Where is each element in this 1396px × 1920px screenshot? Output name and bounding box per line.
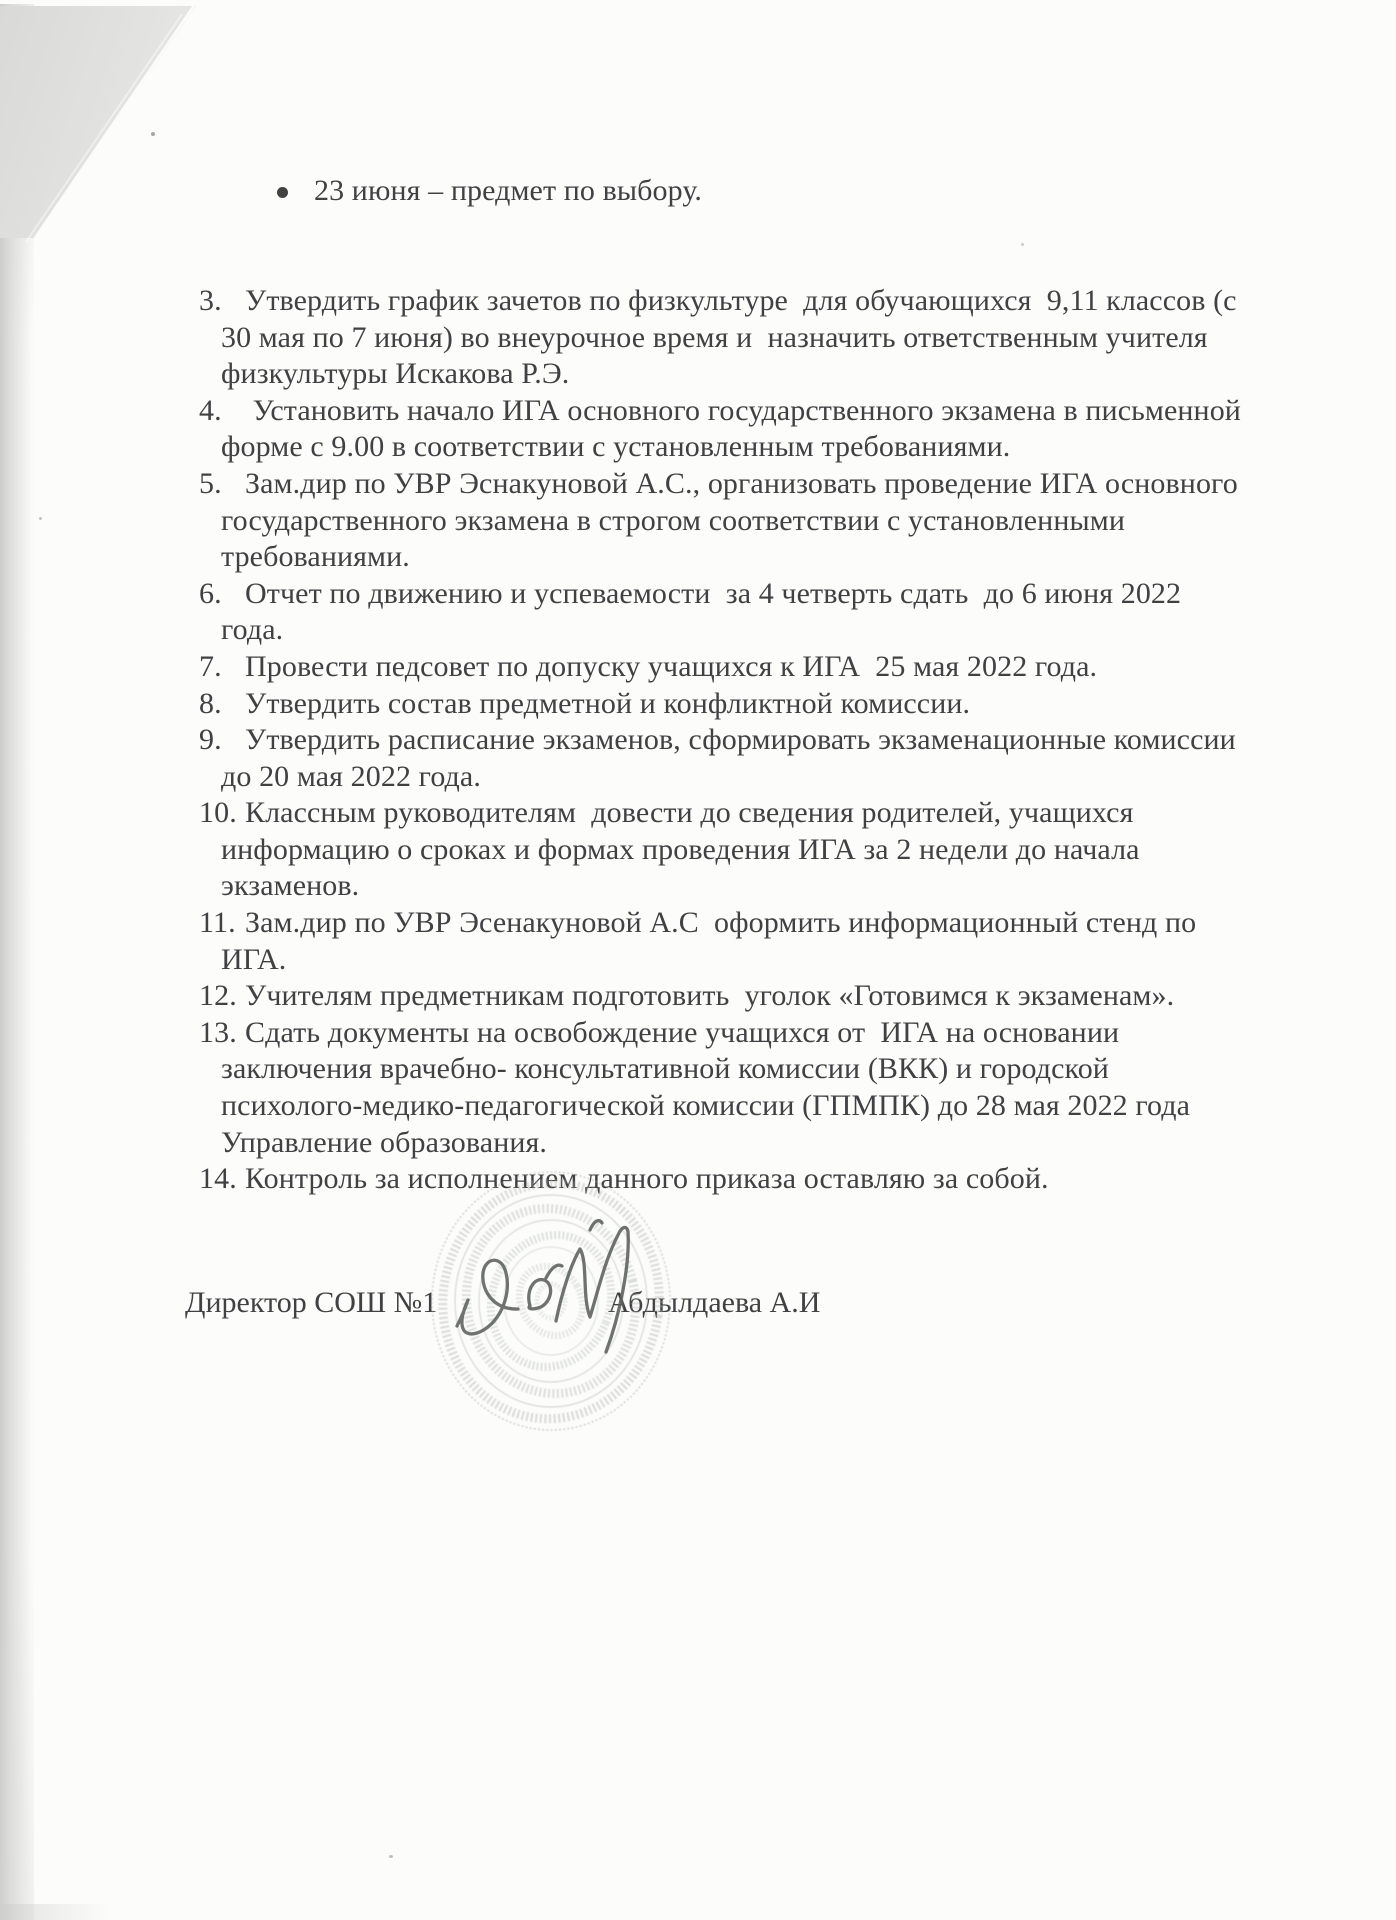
order-item-first-line	[199, 686, 1379, 723]
order-item-text: заключения врачебно- консультативной комиссии (ВКК) и городской	[221, 1052, 1109, 1086]
order-item	[199, 722, 1379, 795]
order-item-text: Утвердить расписание экзаменов, сформировать экзаменационные комиссии	[245, 723, 1236, 757]
order-item-number: 11.	[199, 906, 236, 940]
signer-name: Абдылдаева А.И	[608, 1286, 821, 1319]
order-item-first-line	[199, 649, 1379, 686]
order-item-text: Контроль за исполнением данного приказа оставляю за собой.	[245, 1162, 1049, 1196]
order-item-text: информацию о сроках и формах проведения ИГА за 2 недели до начала	[221, 832, 1140, 866]
order-item-number: 12.	[199, 979, 237, 1013]
order-item-text: Учителям предметникам подготовить уголок «Готовимся к экзаменам».	[245, 979, 1175, 1013]
order-item-text: ИГА.	[221, 942, 287, 976]
order-item-wrap-line	[199, 942, 1379, 979]
order-item-text: года.	[221, 613, 284, 647]
order-item-number: 10.	[199, 796, 237, 830]
bullet-item-text: 23 июня – предмет по выбору.	[314, 174, 703, 208]
order-item-first-line	[199, 283, 1379, 320]
order-item-text: физкультуры Искакова Р.Э.	[221, 357, 570, 391]
signer-role-label: Директор СОШ №1	[185, 1286, 438, 1319]
order-item-wrap-line	[199, 832, 1379, 869]
order-item	[199, 576, 1379, 649]
order-item-number: 14.	[199, 1162, 237, 1196]
scan-speck	[39, 517, 42, 520]
order-item-number: 8.	[199, 686, 222, 720]
order-item-wrap-line	[199, 612, 1379, 649]
order-item-wrap-line	[199, 539, 1379, 576]
order-item-first-line	[199, 576, 1379, 613]
bullet-dot-icon	[277, 187, 288, 198]
order-item-text: до 20 мая 2022 года.	[221, 759, 481, 793]
order-item	[199, 686, 1379, 723]
order-item-wrap-line	[199, 1088, 1379, 1125]
order-item-first-line	[199, 466, 1379, 503]
order-item-wrap-line	[199, 1125, 1379, 1162]
scan-corner-fold	[0, 6, 196, 238]
order-item	[199, 978, 1379, 1015]
order-item-wrap-line	[199, 503, 1379, 540]
order-item-text: форме с 9.00 в соответствии с установленным требованиями.	[221, 430, 1011, 464]
order-item-text: экзаменов.	[221, 869, 360, 903]
order-item-text: Управление образования.	[221, 1125, 548, 1159]
order-item	[199, 1015, 1379, 1161]
order-item-wrap-line	[199, 759, 1379, 796]
order-item-first-line	[199, 393, 1379, 430]
order-item-text: Отчет по движению и успеваемости за 4 четверть сдать до 6 июня 2022	[245, 576, 1182, 610]
order-item	[199, 649, 1379, 686]
order-text-block	[199, 100, 1379, 1271]
scan-speck	[151, 132, 155, 136]
order-item-wrap-line	[199, 1051, 1379, 1088]
order-item-wrap-line	[199, 356, 1379, 393]
order-item-text: Утвердить график зачетов по физкультуре для обучающихся 9,11 классов (с	[245, 283, 1237, 317]
scan-speck	[389, 1855, 393, 1858]
order-item-text: психолого-медико-педагогической комиссии (ГПМПК) до 28 мая 2022 года	[221, 1089, 1191, 1123]
order-item-number: 6.	[199, 576, 222, 610]
order-item-text: Провести педсовет по допуску учащихся к ИГА 25 мая 2022 года.	[245, 649, 1098, 683]
order-item-number: 13.	[199, 1015, 237, 1049]
order-item-number: 7.	[199, 649, 222, 683]
order-item	[199, 795, 1379, 905]
order-item-first-line	[199, 1161, 1379, 1198]
order-item-wrap-line	[199, 868, 1379, 905]
order-item-wrap-line	[199, 429, 1379, 466]
order-item	[199, 905, 1379, 978]
order-item-first-line	[199, 1015, 1379, 1052]
order-item-wrap-line	[199, 320, 1379, 357]
order-item-number: 3.	[199, 283, 222, 317]
order-item-text: Зам.дир по УВР Эснакуновой А.С., организовать проведение ИГА основного	[245, 466, 1238, 500]
order-item	[199, 466, 1379, 576]
order-item-first-line	[199, 978, 1379, 1015]
signature-row	[0, 1285, 1396, 1322]
order-item	[199, 393, 1379, 466]
order-item-number: 9.	[199, 723, 222, 757]
order-item-number: 5.	[199, 466, 222, 500]
order-item-text: Установить начало ИГА основного государственного экзамена в письменной	[245, 393, 1241, 427]
order-item	[199, 283, 1379, 393]
order-item-first-line	[199, 722, 1379, 759]
order-item-text: государственного экзамена в строгом соответствии с установленными	[221, 503, 1125, 537]
order-item-first-line	[199, 905, 1379, 942]
order-item	[199, 1161, 1379, 1198]
order-item-text: Утвердить состав предметной и конфликтной комиссии.	[245, 686, 971, 720]
order-item-text: Классным руководителям довести до сведения родителей, учащихся	[245, 796, 1134, 830]
order-item-text: требованиями.	[221, 540, 410, 574]
scan-edge-shadow	[0, 4, 34, 1920]
scan-bottom-shadow	[0, 1904, 110, 1920]
director-signature	[440, 1205, 670, 1370]
order-item-text: Зам.дир по УВР Эсенакуновой А.С оформить информационный стенд по	[245, 906, 1197, 940]
order-items	[199, 283, 1379, 1198]
order-item-number: 4.	[199, 393, 222, 427]
bullet-list-item	[199, 173, 1379, 210]
order-item-text: Сдать документы на освобождение учащихся от ИГА на основании	[245, 1015, 1120, 1049]
order-item-text: 30 мая по 7 июня) во внеурочное время и назначить ответственным учителя	[221, 320, 1208, 354]
order-item-first-line	[199, 795, 1379, 832]
